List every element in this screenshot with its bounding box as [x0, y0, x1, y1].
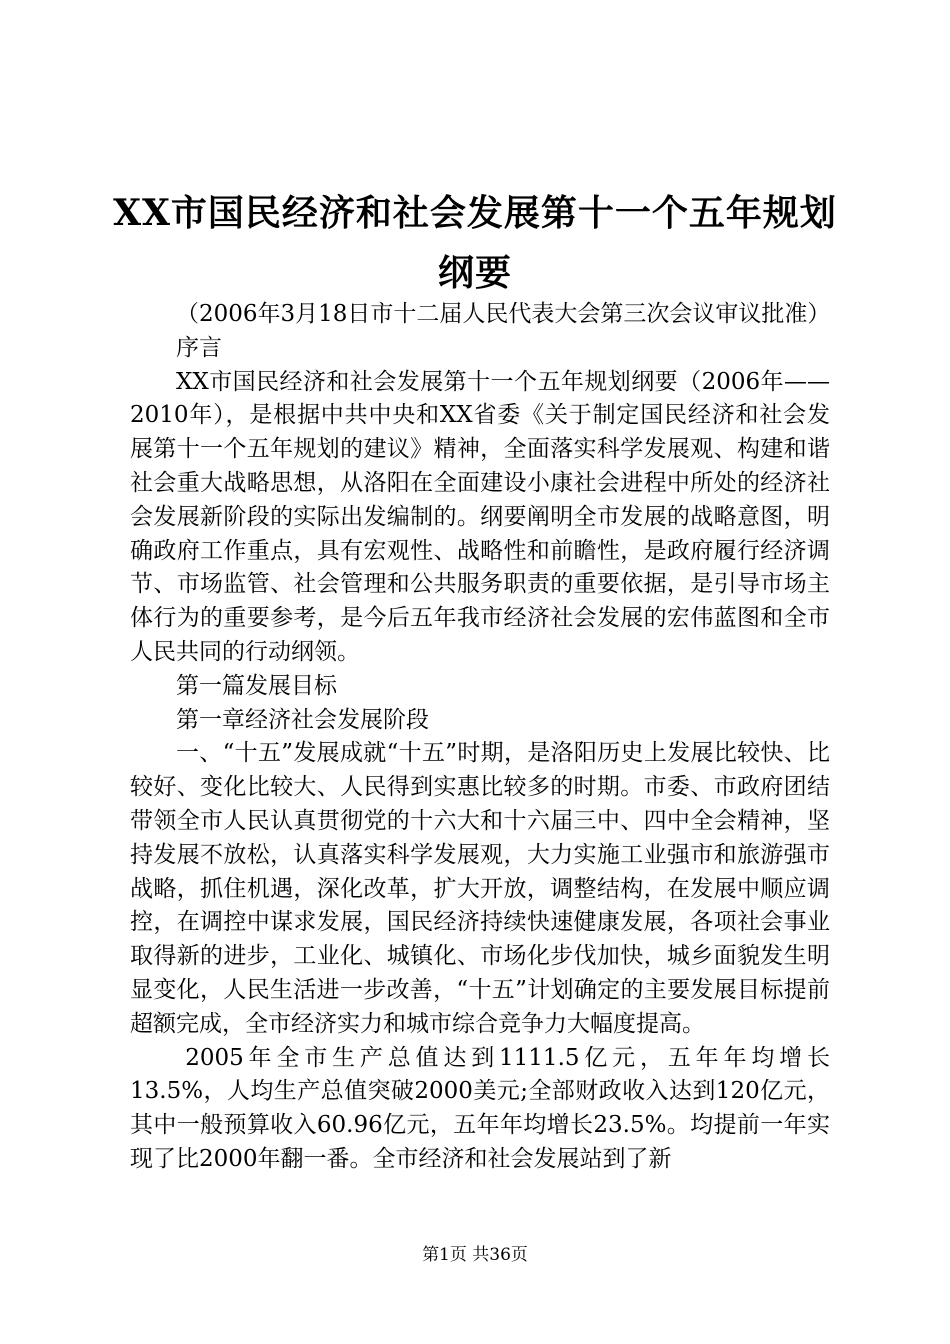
document-body [130, 298, 830, 1177]
preface-paragraph: XX市国民经济和社会发展第十一个五年规划纲要（2006年——2010年），是根据中共中央和XX省委《关于制定国民经济和社会发展第十一个五年规划的建议》精神，全面落实科学发展观、构建和谐社会重大战略思想，从洛阳在全面建设小康社会进程中所处的经济社会发展新阶段的实际出发编制的。纲要阐明全市发展的战略意图，明确政府工作重点，具有宏观性、战略性和前瞻性，是政府履行经济调节、市场监管、社会管理和公共服务职责的重要依据，是引导市场主体行为的重要参考，是今后五年我市经济社会发展的宏伟蓝图和全市人民共同的行动纲领。 [130, 368, 830, 665]
part-heading: 第一篇发展目标 [176, 672, 337, 699]
document-title-line-2: 纲要 [437, 252, 512, 294]
page-number-footer: 第1页 共36页 [422, 1245, 528, 1265]
chapter-heading: 第一章经济社会发展阶段 [176, 706, 429, 733]
approval-note: （2006年3月18日市十二届人民代表大会第三次会议审议批准） [176, 301, 831, 327]
achievements-paragraph: 一、“十五”发展成就“十五”时期，是洛阳历史上发展比较快、比较好、变化比较大、人民得到实惠比较多的时期。市委、市政府团结带领全市人民认真贯彻党的十六大和十六届三中、四中全会精神，坚持发展不放松，认真落实科学发展观，大力实施工业强市和旅游强市战略，抓住机遇，深化改革，扩大开放，调整结构，在发展中顺应调控，在调控中谋求发展，国民经济持续快速健康发展，各项社会事业取得新的进步，工业化、城镇化、市场化步伐加快，城乡面貌发生明显变化，人民生活进一步改善，“十五”计划确定的主要发展目标提前超额完成，全市经济实力和城市综合竞争力大幅度提高。 [130, 740, 830, 1037]
statistics-paragraph: 2005年全市生产总值达到1111.5亿元，五年年均增长13.5%，人均生产总值突破2000美元;全部财政收入达到120亿元，其中一般预算收入60.96亿元，五年年均增长23.5%。均提前一年实现了比2000年翻一番。全市经济和社会发展站到了新 [130, 1044, 830, 1172]
document-title-line-1: XX市国民经济和社会发展第十一个五年规划 [113, 192, 837, 234]
section-heading-preface: 序言 [176, 334, 222, 361]
